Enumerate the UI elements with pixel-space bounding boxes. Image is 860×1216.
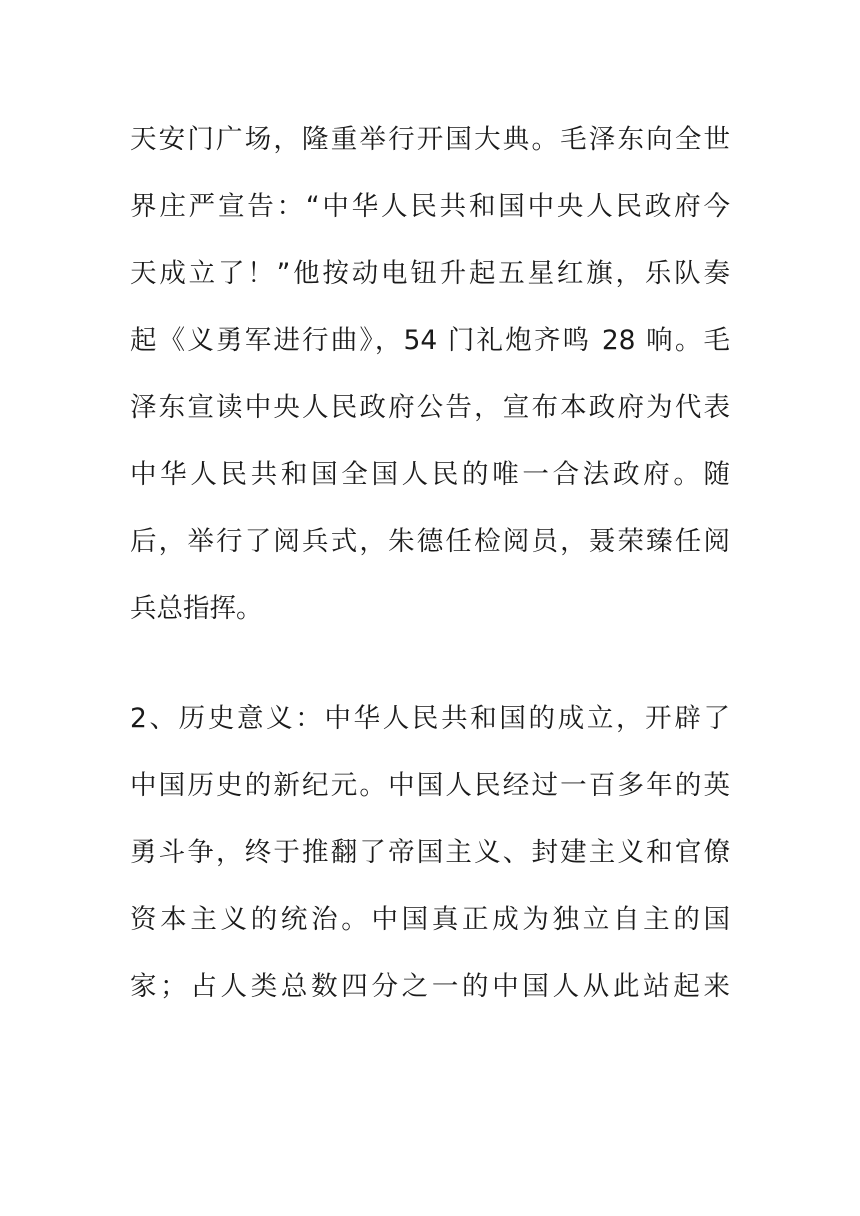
text-line: 天成立了！”他按动电钮升起五星红旗，乐队奏 [130,258,730,289]
text-line: 中国历史的新纪元。中国人民经过一百多年的英 [130,770,730,801]
text-line: 中华人民共和国全国人民的唯一合法政府。随 [130,459,730,490]
text-line: 起《义勇军进行曲》，54 门礼炮齐鸣 28 响。毛 [130,325,730,356]
text-line: 勇斗争，终于推翻了帝国主义、封建主义和官僚 [130,837,730,868]
text-line: 界庄严宣告：“中华人民共和国中央人民政府今 [130,191,730,222]
text-line: 泽东宣读中央人民政府公告，宣布本政府为代表 [130,392,730,423]
text-line: 天安门广场，隆重举行开国大典。毛泽东向全世 [130,124,730,155]
text-line: 兵总指挥。 [130,593,263,624]
text-line: 后，举行了阅兵式，朱德任检阅员，聂荣臻任阅 [130,526,730,557]
text-line: 2、历史意义：中华人民共和国的成立，开辟了 [130,703,730,734]
text-line: 家；占人类总数四分之一的中国人从此站起来 [130,971,730,1002]
text-line: 资本主义的统治。中国真正成为独立自主的国 [130,904,730,935]
